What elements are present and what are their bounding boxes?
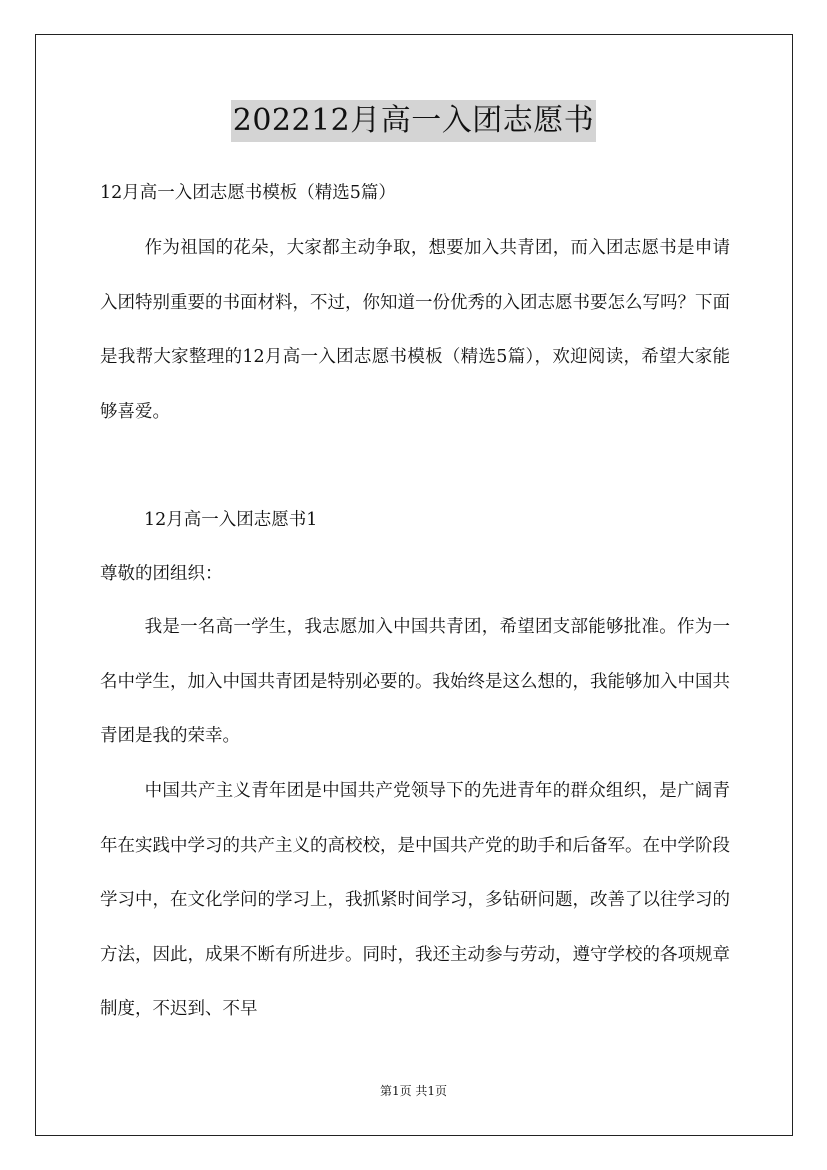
body-paragraph-1: 我是一名高一学生，我志愿加入中国共青团，希望团支部能够批准。作为一名中学生，加入中国共青团是特别必要的。我始终是这么想的，我能够加入中国共青团是我的荣幸。 <box>100 617 730 746</box>
body-paragraph-2: 中国共产主义青年团是中国共产党领导下的先进青年的群众组织，是广阔青年在实践中学习的共产主义的高校校，是中国共产党的助手和后备军。在中学阶段学习中，在文化学问的学习上，我抓紧时间学习，多钻研问题，改善了以往学习的方法，因此，成果不断有所进步。同时，我还主动参与劳动，遵守学校的各项规章制度，不迟到、不早 <box>100 781 730 1019</box>
document-subtitle: 12月高一入团志愿书模板（精选5篇） <box>100 183 396 203</box>
section-heading: 12月高一入团志愿书1 <box>144 510 318 530</box>
document-title: 202212月高一入团志愿书 <box>231 100 597 142</box>
salutation: 尊敬的团组织： <box>100 564 223 584</box>
intro-paragraph: 作为祖国的花朵，大家都主动争取，想要加入共青团，而入团志愿书是申请入团特别重要的书面材料，不过，你知道一份优秀的入团志愿书要怎么写吗？下面是我帮大家整理的12月高一入团志愿书模板（精选5篇），欢迎阅读，希望大家能够喜爱。 <box>100 238 730 422</box>
page-footer: 第1页 共1页 <box>379 1084 448 1098</box>
title-container <box>0 100 827 142</box>
